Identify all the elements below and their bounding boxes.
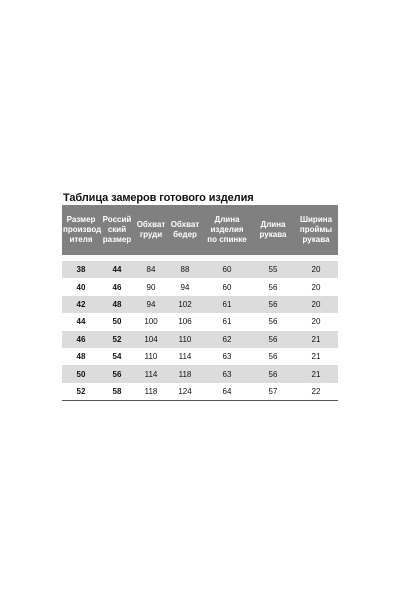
- manufacturer-size-cell: 50: [62, 365, 100, 382]
- russian-size-cell: 50: [100, 313, 134, 330]
- header-sleeve-length: Длина рукава: [252, 205, 294, 258]
- hip-girth-cell: 110: [168, 331, 202, 348]
- chest-girth-cell: 100: [134, 313, 168, 330]
- hip-girth-cell: 102: [168, 296, 202, 313]
- russian-size-cell: 52: [100, 331, 134, 348]
- armhole-width-cell: 20: [294, 258, 338, 278]
- russian-size-cell: 56: [100, 365, 134, 382]
- header-russian-size: Россий ский размер: [100, 205, 134, 258]
- manufacturer-size-cell: 38: [62, 258, 100, 278]
- hip-girth-cell: 94: [168, 278, 202, 295]
- sleeve-length-cell: 56: [252, 365, 294, 382]
- manufacturer-size-cell: 40: [62, 278, 100, 295]
- chest-girth-cell: 110: [134, 348, 168, 365]
- armhole-width-cell: 22: [294, 383, 338, 401]
- size-table: [62, 205, 338, 401]
- table-row: [62, 313, 338, 330]
- manufacturer-size-cell: 46: [62, 331, 100, 348]
- hip-girth-cell: 114: [168, 348, 202, 365]
- sleeve-length-cell: 56: [252, 296, 294, 313]
- table-row: [62, 383, 338, 401]
- sleeve-length-cell: 57: [252, 383, 294, 401]
- table-row: [62, 296, 338, 313]
- table-title: Таблица замеров готового изделия: [63, 192, 254, 204]
- chest-girth-cell: 104: [134, 331, 168, 348]
- russian-size-cell: 46: [100, 278, 134, 295]
- table-row: [62, 258, 338, 278]
- header-hip-girth: Обхват бедер: [168, 205, 202, 258]
- armhole-width-cell: 21: [294, 365, 338, 382]
- back-length-cell: 60: [202, 258, 252, 278]
- sleeve-length-cell: 56: [252, 331, 294, 348]
- table-row: [62, 365, 338, 382]
- russian-size-cell: 54: [100, 348, 134, 365]
- table-row: [62, 331, 338, 348]
- russian-size-cell: 48: [100, 296, 134, 313]
- back-length-cell: 64: [202, 383, 252, 401]
- back-length-cell: 60: [202, 278, 252, 295]
- armhole-width-cell: 20: [294, 278, 338, 295]
- hip-girth-cell: 88: [168, 258, 202, 278]
- chest-girth-cell: 84: [134, 258, 168, 278]
- sleeve-length-cell: 56: [252, 313, 294, 330]
- header-armhole-width: Ширина проймы рукава: [294, 205, 338, 258]
- chest-girth-cell: 118: [134, 383, 168, 401]
- manufacturer-size-cell: 52: [62, 383, 100, 401]
- sleeve-length-cell: 56: [252, 278, 294, 295]
- header-manufacturer-size: Размер производ ителя: [62, 205, 100, 258]
- hip-girth-cell: 106: [168, 313, 202, 330]
- header-chest-girth: Обхват груди: [134, 205, 168, 258]
- header-back-length: Длина изделия по спинке: [202, 205, 252, 258]
- manufacturer-size-cell: 42: [62, 296, 100, 313]
- armhole-width-cell: 21: [294, 331, 338, 348]
- manufacturer-size-cell: 44: [62, 313, 100, 330]
- table-row: [62, 278, 338, 295]
- chest-girth-cell: 90: [134, 278, 168, 295]
- chest-girth-cell: 94: [134, 296, 168, 313]
- armhole-width-cell: 21: [294, 348, 338, 365]
- hip-girth-cell: 124: [168, 383, 202, 401]
- back-length-cell: 61: [202, 313, 252, 330]
- back-length-cell: 63: [202, 365, 252, 382]
- back-length-cell: 62: [202, 331, 252, 348]
- chest-girth-cell: 114: [134, 365, 168, 382]
- sleeve-length-cell: 56: [252, 348, 294, 365]
- table-row: [62, 348, 338, 365]
- sleeve-length-cell: 55: [252, 258, 294, 278]
- manufacturer-size-cell: 48: [62, 348, 100, 365]
- back-length-cell: 63: [202, 348, 252, 365]
- armhole-width-cell: 20: [294, 313, 338, 330]
- table-header-row: [62, 205, 338, 258]
- hip-girth-cell: 118: [168, 365, 202, 382]
- back-length-cell: 61: [202, 296, 252, 313]
- armhole-width-cell: 20: [294, 296, 338, 313]
- russian-size-cell: 58: [100, 383, 134, 401]
- russian-size-cell: 44: [100, 258, 134, 278]
